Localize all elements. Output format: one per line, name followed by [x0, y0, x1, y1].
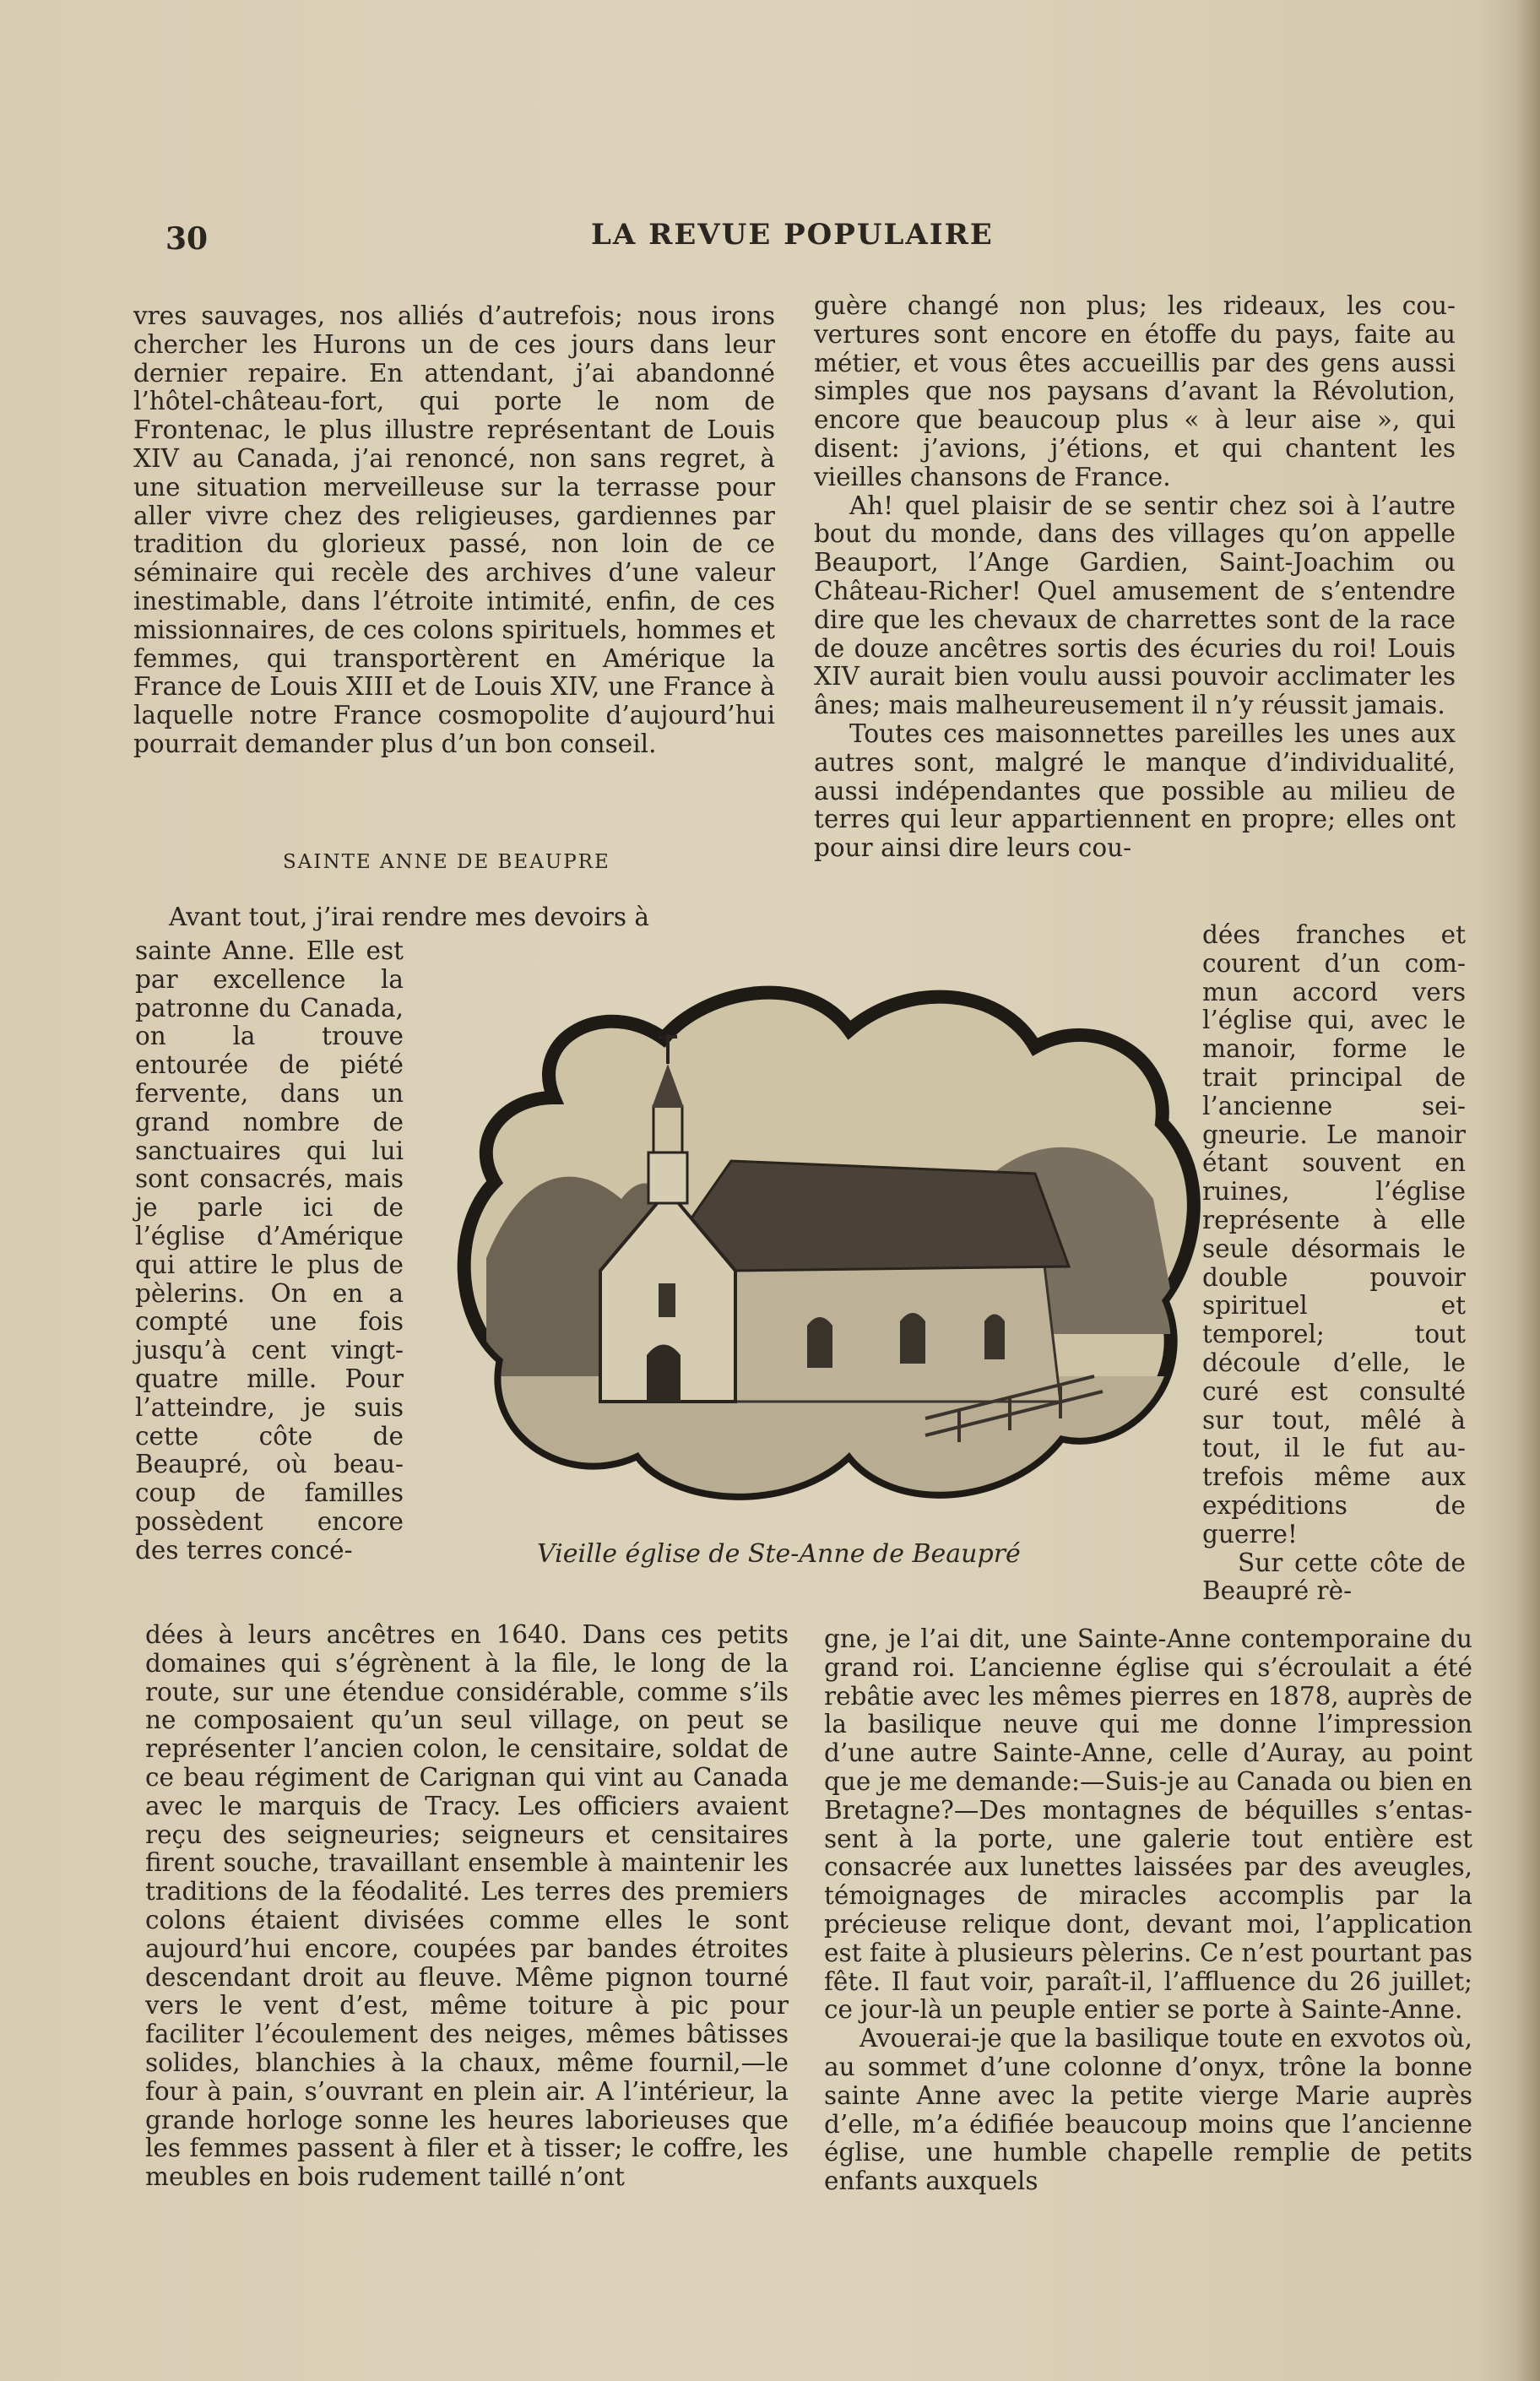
paragraph: Avouerai-je que la basilique toute en exvotos où, au sommet d’une colonne d’onyx, trône la bonne sainte Anne avec la petite vierge Marie auprès d’elle, m’a édifiée beaucoup moins que l’ancienne église, une humble chapelle remplie de petits enfants auxquels [824, 2024, 1472, 2196]
right-column-top-text [814, 292, 1456, 863]
right-column-narrow-text [1202, 921, 1466, 1606]
church-roof [664, 1161, 1069, 1271]
left-column-bottom-text [145, 1621, 789, 2192]
paragraph: dées franches et courent d’un commun accord vers l’église qui, avec le manoir, forme le trait principal de l’ancienne seigneurie. Le manoir étant souvent en ruines, l’église représente à elle seule désormais le double pouvoir spirituel et temporel; tout découle d’elle, le curé est consulté sur tout, mêlé à tout, il le fut autrefois même aux expéditions de guerre! [1202, 920, 1466, 1548]
steeple-base [648, 1153, 687, 1203]
paragraph: vres sauvages, nos alliés d’autrefois; nous irons chercher les Hurons un de ces jours dans leur dernier repaire. En attendant, j’ai abandonné l’hôtel-château-fort, qui porte le nom de Frontenac, le plus illustre représentant de Louis XIV au Canada, j’ai renoncé, non sans regret, à une situation merveilleuse sur la terrasse pour aller vivre chez des religieuses, gardiennes par tradition du glorieux passé, non loin de ce séminaire qui recèle des archives d’une valeur inestimable, dans l’étroite intimité, enfin, de ces missionnaires, de ces colons spirituels, hommes et femmes, qui transportèrent en Amérique la France de Louis XIII et de Louis XIV, une France à laquelle notre France cosmopolite d’aujourd’hui pourrait demander plus d’un bon conseil. [133, 301, 775, 758]
paragraph: sainte Anne. Elle est par excellence la patronne du Canada, on la trouve entourée de piété fervente, dans un grand nombre de sanctuaires qui lui sont consacrés, mais je parle ici de l’église d’Amérique qui attire le plus de pèlerins. On en a compté une fois jusqu’à cent vingt-quatre mille. Pour l’atteindre, je suis cette côte de Beaupré, où beaucoup de familles possèdent encore des terres concé- [135, 936, 404, 1565]
running-head-title: LA REVUE POPULAIRE [591, 218, 994, 252]
left-column-narrow-text [135, 937, 404, 1565]
page-edge-shadow [1516, 0, 1540, 2381]
gable-window [659, 1283, 675, 1317]
left-column-intro-line [133, 903, 777, 932]
figure-caption: Vieille église de Ste-Anne de Beaupré [537, 1539, 1021, 1569]
church-door [647, 1345, 681, 1402]
paragraph: gne, je l’ai dit, une Sainte-Anne contemporaine du grand roi. L’ancienne église qui s’écroulait a été rebâtie avec les mêmes pierres en 1878, auprès de la basilique neuve qui me donne l’impression d’une autre Sainte-Anne, celle d’Auray, au point que je me demande:—Suis-je au Canada ou bien en Bretagne?—Des montagnes de béquilles s’entassent à la porte, une galerie tout entière est consacrée aux lunettes laissées par des aveugles, témoignages de miracles accomplis par la précieuse relique dont, devant moi, l’application est faite à plusieurs pèlerins. Ce n’est pourtant pas fête. Il faut voir, paraît-il, l’affluence du 26 juillet; ce jour-là un peuple entier se porte à Sainte-Anne. [824, 1624, 1472, 2025]
church-illustration [453, 979, 1204, 1520]
side-window [807, 1317, 832, 1368]
paragraph: Sur cette côte de Beaupré rè- [1202, 1548, 1466, 1606]
paragraph: Toutes ces maisonnettes pareilles les unes aux autres sont, malgré le manque d’individualité, aussi indépendantes que possible au milieu de terres qui leur appartiennent en propre; elles ont pour ainsi dire leurs cou- [814, 719, 1456, 863]
paragraph: Ah! quel plaisir de se sentir chez soi à l’autre bout du monde, dans des villages qu’on appelle Beauport, l’Ange Gardien, Saint-Joachim ou Château-Richer! Quel amusement de s’entendre dire que les chevaux de charrettes sont de la race de douze ancêtres sortis des écuries du roi! Louis XIV aurait bien voulu aussi pouvoir acclimater les ânes; mais malheureusement il n’y réussit jamais. [814, 491, 1456, 720]
steeple-belfry [653, 1106, 682, 1153]
paragraph: dées à leurs ancêtres en 1640. Dans ces petits domaines qui s’égrènent à la file, le long de la route, sur une étendue considérable, comme s’ils ne composaient qu’un seul village, on peut se représenter l’ancien colon, le censitaire, soldat de ce beau régiment de Carignan qui vint au Canada avec le marquis de Tracy. Les officiers avaient reçu des seigneuries; seigneurs et censitaires firent souche, travaillant ensemble à maintenir les traditions de la féodalité. Les terres des premiers colons étaient divisées comme elles le sont aujourd’hui encore, coupées par bandes étroites descendant droit au fleuve. Même pignon tourné vers le vent d’est, même toiture à pic pour faciliter l’écoulement des neiges, mêmes bâtisses solides, blanchies à la chaux, même fournil,—le four à pain, s’ouvrant en plein air. A l’intérieur, la grande horloge sonne les heures laborieuses que les femmes passent à filer et à tisser; le coffre, les meubles en bois rudement taillé n’ont [145, 1620, 789, 2192]
page-number: 30 [165, 221, 209, 257]
side-window [984, 1315, 1005, 1360]
side-window [900, 1313, 925, 1364]
paragraph: guère changé non plus; les rideaux, les couvertures sont encore en étoffe du pays, faite au métier, et vous êtes accueillis par des gens aussi simples que nos paysans d’avant la Révolution, encore que beaucoup plus « à leur aise », qui disent: j’avions, j’étions, et qui chantent les vieilles chansons de France. [814, 291, 1456, 491]
left-column-top-text [133, 302, 775, 759]
church-side-wall [731, 1258, 1060, 1402]
paragraph: Avant tout, j’irai rendre mes devoirs à [169, 903, 650, 931]
right-column-bottom-text [824, 1625, 1472, 2196]
section-heading: SAINTE ANNE DE BEAUPRE [283, 851, 610, 873]
